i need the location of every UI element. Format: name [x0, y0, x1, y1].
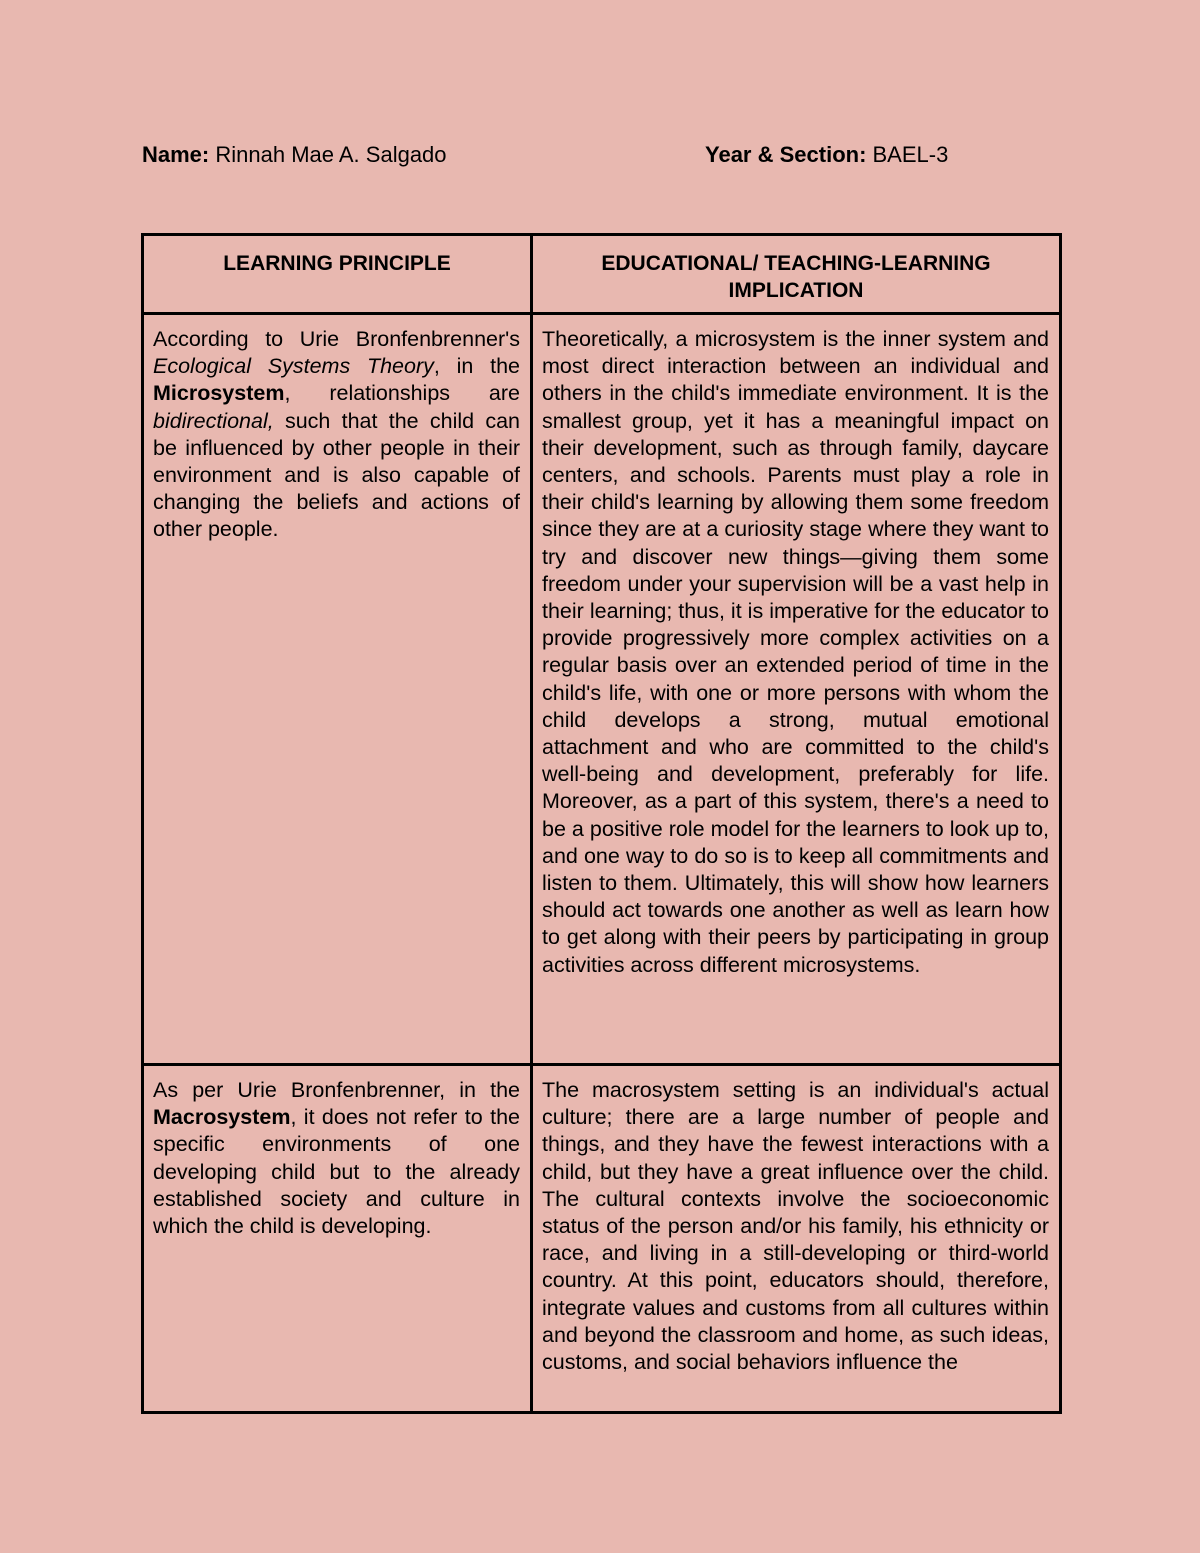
document-header: [142, 142, 1058, 170]
emphasis-term: bidirectional,: [153, 408, 274, 433]
year-section-value: BAEL-3: [866, 142, 949, 167]
text-run: such that the child can be influenced by other people in their environment and is also capable of changing the beliefs and actions of other people.: [153, 408, 520, 542]
implication-text: Theoretically, a microsystem is the inner system and most direct interaction between an individual and others in the child's immediate environment. It is the smallest group, yet it has a meaningful impact on their development, such as through family, daycare centers, and schools. Parents must play a role in their child's learning by allowing them some freedom since they are at a curiosity stage where they want to try and discover new things—giving them some freedom under your supervision will be a vast help in their learning; thus, it is imperative for the educator to provide progressively more complex activities on a regular basis over an extended period of time in the child's life, with one or more persons with whom the child develops a strong, mutual emotional attachment and who are committed to the child's well-being and development, preferably for life. Moreover, as a part of this system, there's a need to be a positive role model for the learners to look up to, and one way to do so is to keep all commitments and listen to them. Ultimately, this will show how learners should act towards one another as well as learn how to get along with their peers by participating in group activities across different microsystems.: [542, 327, 1049, 977]
theory-name: Ecological Systems Theory: [153, 354, 434, 379]
name-label: Name:: [142, 142, 210, 167]
principle-cell: [143, 314, 532, 1065]
text-run: , in the: [433, 354, 520, 379]
table-row: [143, 314, 1061, 1065]
column-header-learning-principle: LEARNING PRINCIPLE: [143, 235, 532, 314]
principle-cell: [143, 1065, 532, 1413]
system-term: Macrosystem: [153, 1105, 291, 1130]
text-run: , relationships are: [284, 381, 520, 406]
text-run: As per Urie Bronfenbrenner, in the: [153, 1078, 520, 1102]
implication-cell: [532, 1065, 1061, 1413]
implication-clip: [533, 1066, 1059, 1403]
table-row: [143, 1065, 1061, 1413]
year-section-field: [705, 142, 948, 168]
system-term: Microsystem: [153, 381, 285, 406]
learning-principles-table: [141, 233, 1062, 1414]
implication-cell: [532, 314, 1061, 1065]
name-field: [142, 142, 447, 168]
name-value: Rinnah Mae A. Salgado: [209, 142, 447, 167]
text-run: , it does not refer to the specific environments of one developing child but to the already established society and culture in which the child is developing.: [153, 1105, 520, 1239]
column-header-implication: EDUCATIONAL/ TEACHING-LEARNING IMPLICATION: [532, 235, 1061, 314]
implication-text: The macrosystem setting is an individual's actual culture; there are a large number of people and things, and they have the fewest interactions with a child, but they have a great influence over the child. The cultural contexts involve the socioeconomic status of the person and/or his family, his ethnicity or race, and living in a still-developing or third-world country. At this point, educators should, therefore, integrate values and customs from all cultures within and beyond the classroom and home, as such ideas, customs, and social behaviors influence the: [542, 1078, 1049, 1375]
text-run: According to Urie Bronfenbrenner's: [153, 327, 520, 351]
table-header-row: [143, 235, 1061, 314]
year-section-label: Year & Section:: [705, 142, 867, 167]
principle-text: [144, 315, 530, 556]
principle-text: [144, 1066, 530, 1252]
